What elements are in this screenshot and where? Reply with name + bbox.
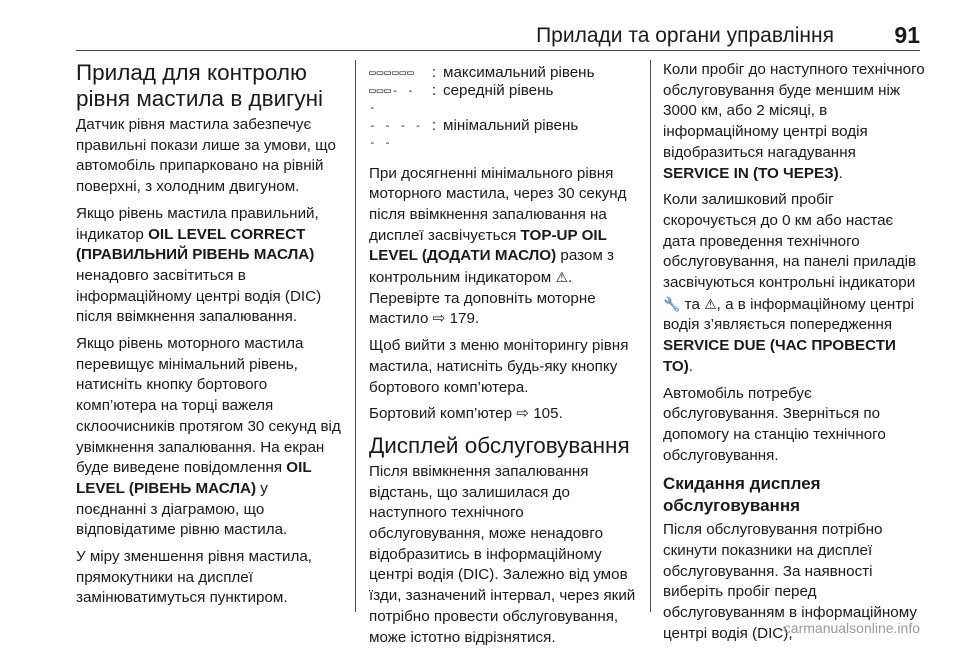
- level-text: середній рівень: [443, 81, 554, 99]
- level-symbol: ▭▭▭- - -: [369, 83, 415, 114]
- column-divider: [355, 60, 356, 612]
- column-3: [663, 60, 925, 651]
- text: При досягненні мінімального рівня моторного мастила, через 30 секунд після ввімкнення запалювання на дисплеї засвічується: [369, 164, 627, 244]
- warning-icon: ⚠: [704, 295, 717, 312]
- warning-icon: ⚠: [555, 269, 569, 286]
- column-2: [369, 60, 637, 654]
- watermark: carmanualsonline.info: [783, 620, 920, 636]
- level-text: максимальний рівень: [443, 64, 595, 81]
- paragraph: [369, 164, 637, 331]
- level-symbol: ▭▭▭▭▭▭: [369, 66, 415, 79]
- level-symbol: - - - - - -: [369, 118, 423, 149]
- paragraph: Щоб вийти з меню моніторингу рівня мастила, натисніть будь-яку кнопку бортового комп’ютера.: [369, 337, 629, 396]
- header-rule: [76, 50, 920, 51]
- column-divider: [650, 60, 651, 612]
- text: , а в інформаційному центрі водія з’являється попередження: [663, 295, 915, 334]
- oil-level-legend: [369, 64, 637, 152]
- paragraph: [663, 190, 925, 377]
- level-text: мінімальний рівень: [443, 116, 579, 134]
- page-ref: 179.: [445, 310, 480, 328]
- paragraph: [369, 404, 637, 425]
- page-number: 91: [894, 22, 920, 48]
- section-heading-service-display: Дисплей обслуговування: [369, 432, 630, 458]
- message-service-in: SERVICE IN (ТО ЧЕРЕЗ): [663, 164, 839, 182]
- text: . Перевірте та доповніть моторне мастило: [369, 269, 596, 328]
- paragraph: Після обслуговування потрібно скинути показники на дисплеї обслуговування. За наявності виберіть пробіг перед обслуговуванням в інформаційному центрі водія (DIC),: [663, 521, 917, 642]
- message-service-due: SERVICE DUE (ЧАС ПРОВЕСТИ ТО): [663, 337, 896, 375]
- message-top-up-oil: TOP-UP OIL LEVEL (ДОДАТИ МАСЛО): [369, 226, 607, 265]
- message-oil-level: OIL LEVEL (РІВЕНЬ МАСЛА): [76, 459, 312, 497]
- page-ref-arrow-icon: ⇨: [432, 310, 446, 328]
- column-1: [76, 60, 342, 615]
- service-wrench-icon: 🔧: [663, 295, 681, 312]
- paragraph: Після ввімкнення запалювання відстань, що залишилася до наступного технічного обслуговування, може ненадовго відобразитись в інформаційному центрі водія (DIC). Залежно від умов їзди, зазначений інтервал, через який потрібно провести обслуговування, може істотно відрізнятися.: [369, 462, 636, 646]
- chapter-title: Прилади та органи управління: [536, 24, 834, 47]
- page-header: [76, 18, 920, 54]
- colon: :: [431, 116, 437, 134]
- paragraph: Датчик рівня мастила забезпечує правильні покази лише за умови, що автомобіль припарковано на рівній поверхні, з холодним двигуном.: [76, 116, 336, 196]
- paragraph: [76, 334, 342, 541]
- level-row-max: [369, 64, 637, 82]
- paragraph: [663, 60, 925, 184]
- message-oil-level-correct: OIL LEVEL CORRECT (ПРАВИЛЬНИЙ РІВЕНЬ МАСЛА): [76, 225, 315, 264]
- page-ref: 105.: [529, 405, 563, 423]
- level-row-min: [369, 117, 637, 152]
- text: Коли пробіг до наступного технічного обслуговування буде меншим ніж 3000 км, або 2 місяці, в інформаційному центрі водія відобразиться нагадування: [663, 61, 925, 161]
- text: Коли залишковий пробіг скорочується до 0 км або настає дата проведення технічного обслуговування, на панелі приладів засвічуються контрольні індикатори: [663, 191, 917, 292]
- colon: :: [431, 64, 437, 81]
- text: у поєднанні з діаграмою, що відповідатиме рівню мастила.: [76, 479, 288, 539]
- page-ref-arrow-icon: ⇨: [516, 405, 530, 423]
- paragraph: [76, 204, 342, 328]
- level-row-mid: [369, 82, 637, 117]
- text: ненадовго засвітиться в інформаційному центрі водія (DIC) після ввімкнення запалювання.: [76, 266, 322, 326]
- paragraph: У міру зменшення рівня мастила, прямокутники на дисплеї замінюватимуться пунктиром.: [76, 548, 313, 607]
- text: та: [680, 295, 705, 313]
- section-heading-reset-display: Скидання дисплея обслуговування: [663, 474, 821, 516]
- paragraph: Автомобіль потребує обслуговування. Зверніться по допомогу на станцію технічного обслуговування.: [663, 384, 886, 464]
- text: Бортовий комп’ютер: [369, 405, 517, 423]
- text: Якщо рівень моторного мастила перевищує мінімальний рівень, натисніть кнопку бортового комп’ютера на торці важеля склоочисників протягом 30 секунд від увімкнення запалювання. На екран буде виведене повідомлення: [76, 335, 341, 477]
- colon: :: [431, 81, 437, 99]
- text: Якщо рівень мастила правильний, індикатор: [76, 204, 319, 243]
- text: .: [688, 357, 694, 375]
- section-heading-oil-level: Прилад для контролю рівня мастила в двигуні: [76, 60, 324, 111]
- text: .: [838, 164, 843, 182]
- text: разом з контрольним індикатором: [369, 247, 614, 287]
